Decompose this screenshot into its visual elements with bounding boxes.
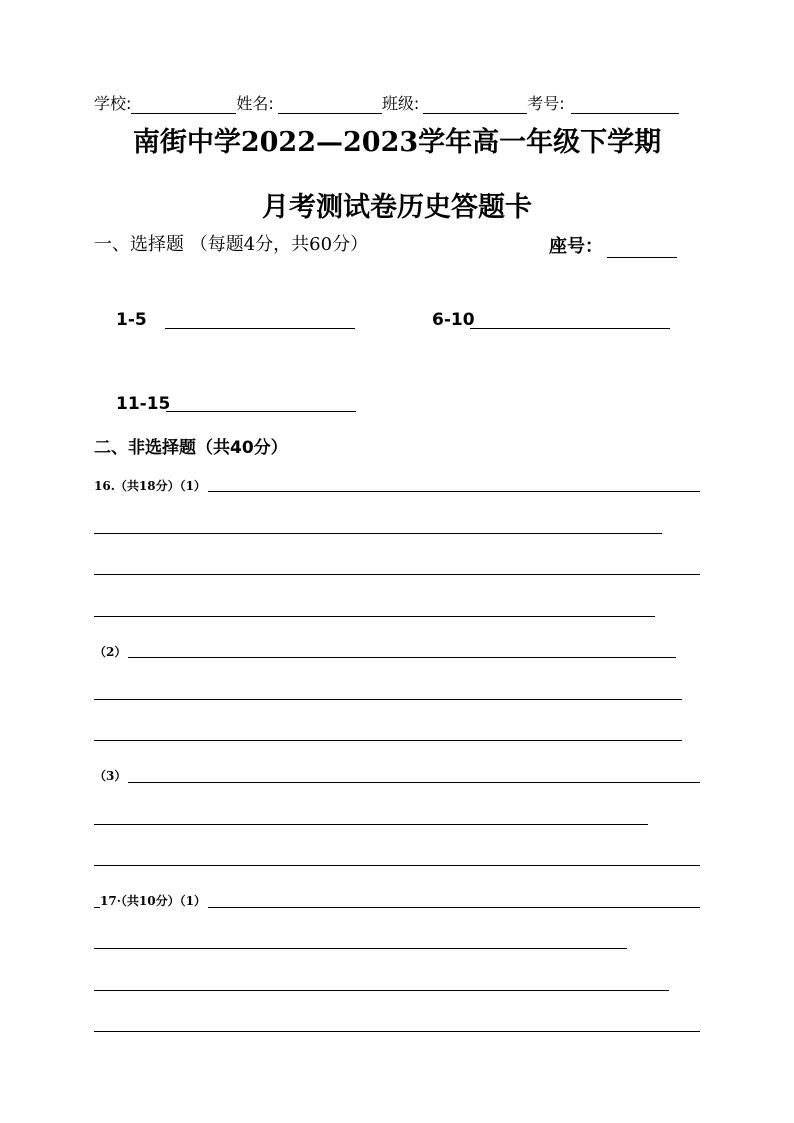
- mc-group-11-15-answer-line[interactable]: [166, 411, 356, 412]
- answer-line[interactable]: [94, 1031, 700, 1032]
- answer-line[interactable]: [94, 824, 648, 825]
- answer-line[interactable]: [94, 865, 700, 866]
- section-2-heading: 二、非选择题（共40分）: [94, 438, 288, 458]
- student-info-row: [94, 94, 679, 114]
- answer-line[interactable]: [94, 699, 682, 700]
- mc-group-1-5-answer-line[interactable]: [165, 328, 355, 329]
- answer-line[interactable]: [94, 533, 662, 534]
- name-field[interactable]: [278, 95, 382, 114]
- mc-group-6-10-answer-line[interactable]: [470, 328, 670, 329]
- seat-number-field[interactable]: [607, 237, 677, 258]
- answer-line[interactable]: [94, 657, 676, 658]
- exam-number-field[interactable]: [571, 95, 679, 114]
- q16-label: 16.（共18分）（1）: [94, 479, 206, 493]
- answer-line[interactable]: [94, 616, 655, 617]
- q16-part-3-label: （3）: [94, 769, 127, 783]
- section-1-heading: 一、选择题 （每题4分，共60分）: [94, 234, 369, 255]
- mc-group-1-5-label: 1-5: [116, 310, 147, 330]
- answer-line[interactable]: [94, 990, 669, 991]
- q16-part-2-label: （2）: [94, 645, 127, 659]
- answer-line[interactable]: [94, 782, 700, 783]
- answer-line[interactable]: [94, 740, 682, 741]
- school-field[interactable]: [131, 95, 236, 114]
- q17-label: 17·（共10分）（1）: [100, 894, 206, 908]
- exam-number-label: 考号:: [527, 94, 565, 113]
- seat-number: [549, 232, 677, 258]
- page-title: 南街中学2022—2023学年高一年级下学期: [132, 127, 662, 158]
- mc-group-11-15-label: 11-15: [116, 394, 171, 414]
- class-field[interactable]: [423, 95, 527, 114]
- name-label: 姓名:: [236, 94, 274, 113]
- seat-number-label: 座号：: [549, 236, 603, 257]
- page-subtitle: 月考测试卷历史答题卡: [262, 192, 532, 223]
- mc-group-6-10-label: 6-10: [432, 310, 475, 330]
- class-label: 班级:: [381, 94, 420, 113]
- school-label: 学校:: [94, 94, 132, 113]
- answer-line[interactable]: [94, 948, 627, 949]
- answer-line[interactable]: [94, 574, 700, 575]
